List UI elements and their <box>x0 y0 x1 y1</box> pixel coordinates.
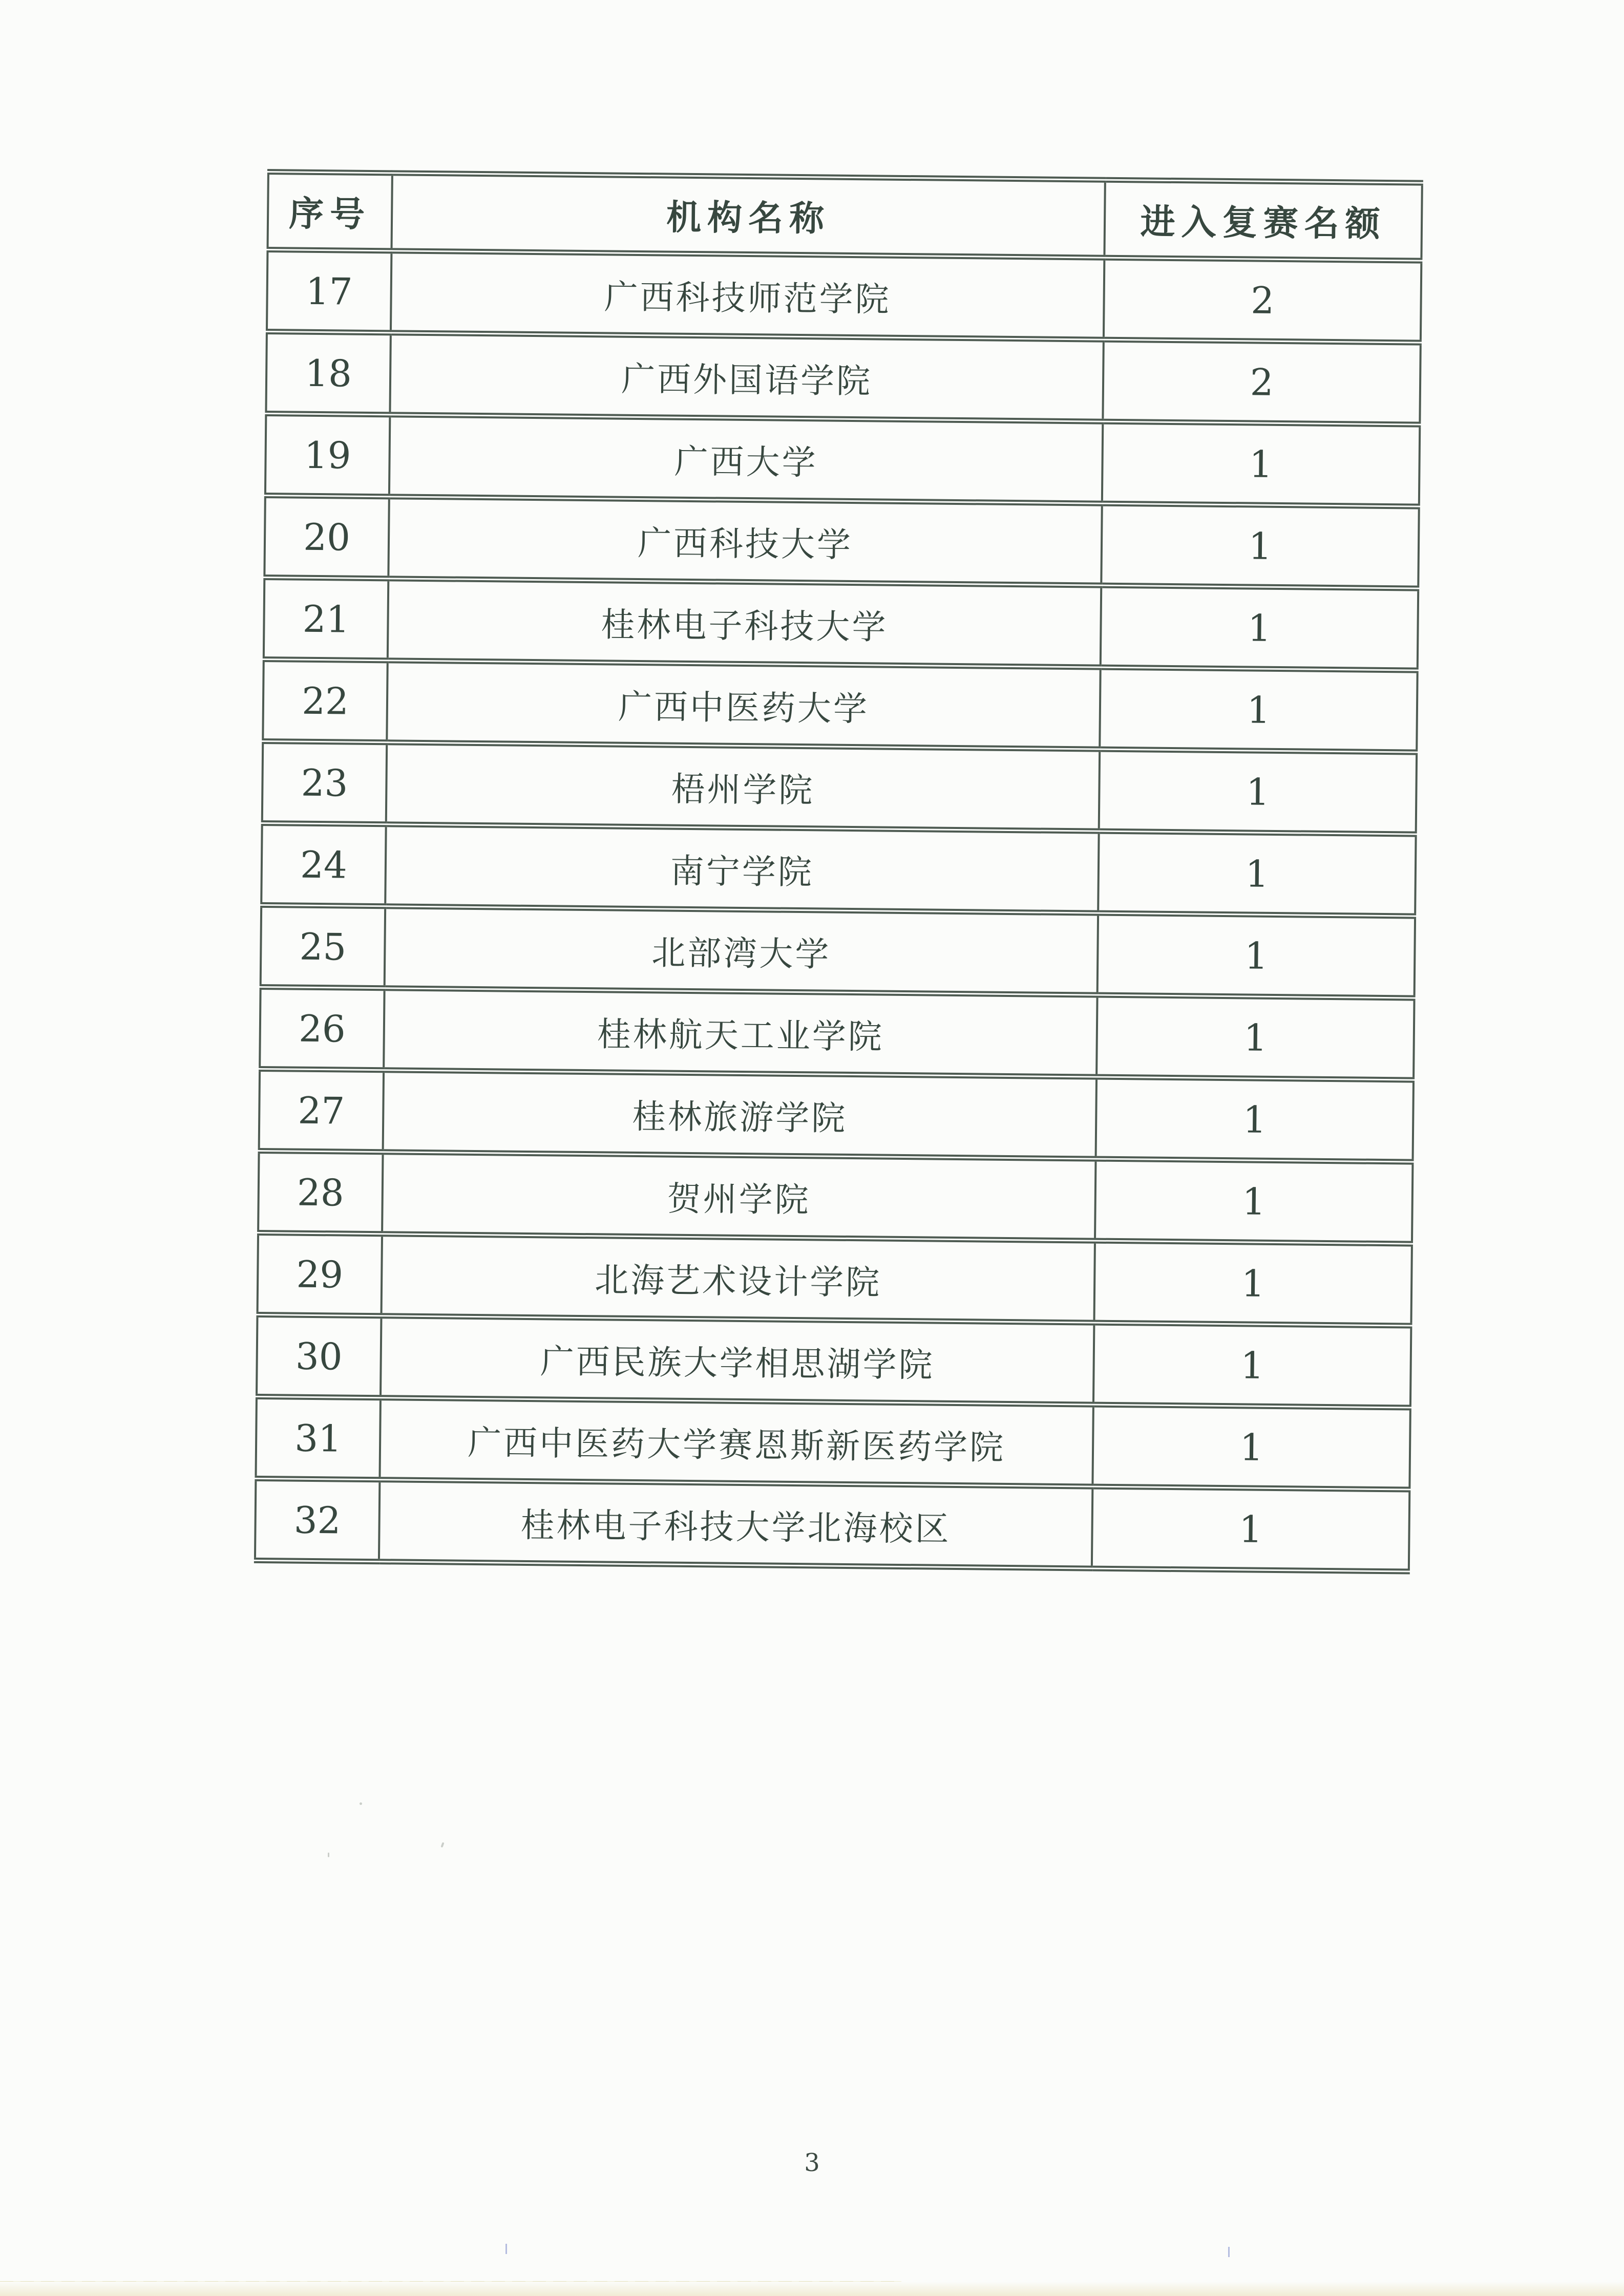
scan-tick-artifact <box>1228 2247 1230 2257</box>
row-index-cell: 26 <box>260 987 385 1070</box>
row-index-cell: 31 <box>256 1396 381 1479</box>
col-header-quota: 进入复赛名额 <box>1104 180 1422 261</box>
institution-name-cell: 梧州学院 <box>386 742 1100 831</box>
scan-bottom-band <box>0 2282 1624 2296</box>
quota-cell: 1 <box>1093 1323 1411 1408</box>
quota-cell: 1 <box>1101 503 1419 588</box>
table-row <box>255 1478 1409 1571</box>
row-index-cell: 30 <box>257 1314 382 1397</box>
quota-cell: 2 <box>1103 339 1421 424</box>
institution-name-cell: 广西中医药大学赛恩斯新医药学院 <box>379 1398 1093 1486</box>
row-index-cell: 28 <box>258 1151 383 1234</box>
quota-cell: 1 <box>1102 421 1420 506</box>
table-row <box>257 1314 1411 1408</box>
quota-cell: 1 <box>1099 749 1417 834</box>
institution-name-cell: 桂林旅游学院 <box>383 1070 1096 1159</box>
institution-name-cell: 广西外国语学院 <box>390 333 1103 421</box>
quota-cell: 1 <box>1100 667 1418 752</box>
row-index-cell: 19 <box>265 413 390 496</box>
table-row <box>258 1151 1412 1244</box>
table-row <box>263 659 1417 752</box>
scan-tick-artifact <box>505 2244 507 2254</box>
row-index-cell: 24 <box>261 823 386 906</box>
row-index-cell: 20 <box>264 495 389 578</box>
quota-cell: 1 <box>1096 995 1415 1080</box>
institution-name-cell: 广西大学 <box>389 415 1103 503</box>
row-index-cell: 25 <box>261 905 386 988</box>
institution-name-cell: 桂林航天工业学院 <box>384 988 1097 1077</box>
row-index-cell: 17 <box>267 250 392 333</box>
quota-cell: 1 <box>1092 1405 1410 1490</box>
table-row <box>261 823 1416 916</box>
table-row <box>264 495 1419 588</box>
table-row <box>261 905 1415 998</box>
table-row <box>266 332 1420 425</box>
row-index-cell: 22 <box>263 659 388 742</box>
scan-speck <box>328 1853 329 1857</box>
quota-cell: 1 <box>1101 585 1419 670</box>
institution-name-cell: 北部湾大学 <box>385 906 1098 995</box>
scan-speck <box>440 1842 444 1848</box>
table-row <box>256 1396 1410 1490</box>
quota-cell: 1 <box>1096 1077 1414 1162</box>
row-index-cell: 29 <box>258 1232 383 1315</box>
scan-speck <box>360 1802 362 1805</box>
quota-cell: 1 <box>1094 1241 1412 1326</box>
row-index-cell: 21 <box>264 577 389 660</box>
institution-name-cell: 南宁学院 <box>385 824 1099 913</box>
table-row <box>258 1232 1412 1326</box>
col-header-index: 序号 <box>267 172 392 251</box>
institution-name-cell: 北海艺术设计学院 <box>382 1234 1095 1323</box>
table-row <box>264 577 1418 670</box>
row-index-cell: 23 <box>262 741 387 824</box>
quota-table-body <box>255 250 1421 1572</box>
table-row <box>267 250 1421 343</box>
table-row <box>260 987 1414 1080</box>
quota-cell: 1 <box>1098 913 1416 998</box>
table-row <box>259 1069 1414 1162</box>
institution-name-cell: 广西民族大学相思湖学院 <box>381 1316 1094 1405</box>
institution-name-cell: 广西科技大学 <box>388 497 1102 585</box>
row-index-cell: 18 <box>266 332 391 415</box>
institution-name-cell: 桂林电子科技大学 <box>388 579 1101 667</box>
page-number: 3 <box>804 2149 820 2177</box>
quota-table-header <box>267 172 1422 261</box>
quota-cell: 1 <box>1092 1486 1410 1571</box>
institution-name-cell: 广西中医药大学 <box>387 661 1100 749</box>
row-index-cell: 32 <box>255 1478 380 1561</box>
quota-cell: 1 <box>1095 1159 1413 1244</box>
quota-table <box>254 169 1423 1575</box>
header-row <box>267 172 1422 261</box>
institution-name-cell: 贺州学院 <box>382 1152 1095 1241</box>
institution-name-cell: 桂林电子科技大学北海校区 <box>379 1480 1092 1568</box>
institution-name-cell: 广西科技师范学院 <box>391 251 1104 339</box>
row-index-cell: 27 <box>259 1069 384 1152</box>
quota-cell: 2 <box>1104 258 1422 343</box>
table-row <box>262 741 1417 834</box>
col-header-institution: 机构名称 <box>391 173 1105 258</box>
quota-cell: 1 <box>1098 831 1416 916</box>
table-row <box>265 413 1420 506</box>
